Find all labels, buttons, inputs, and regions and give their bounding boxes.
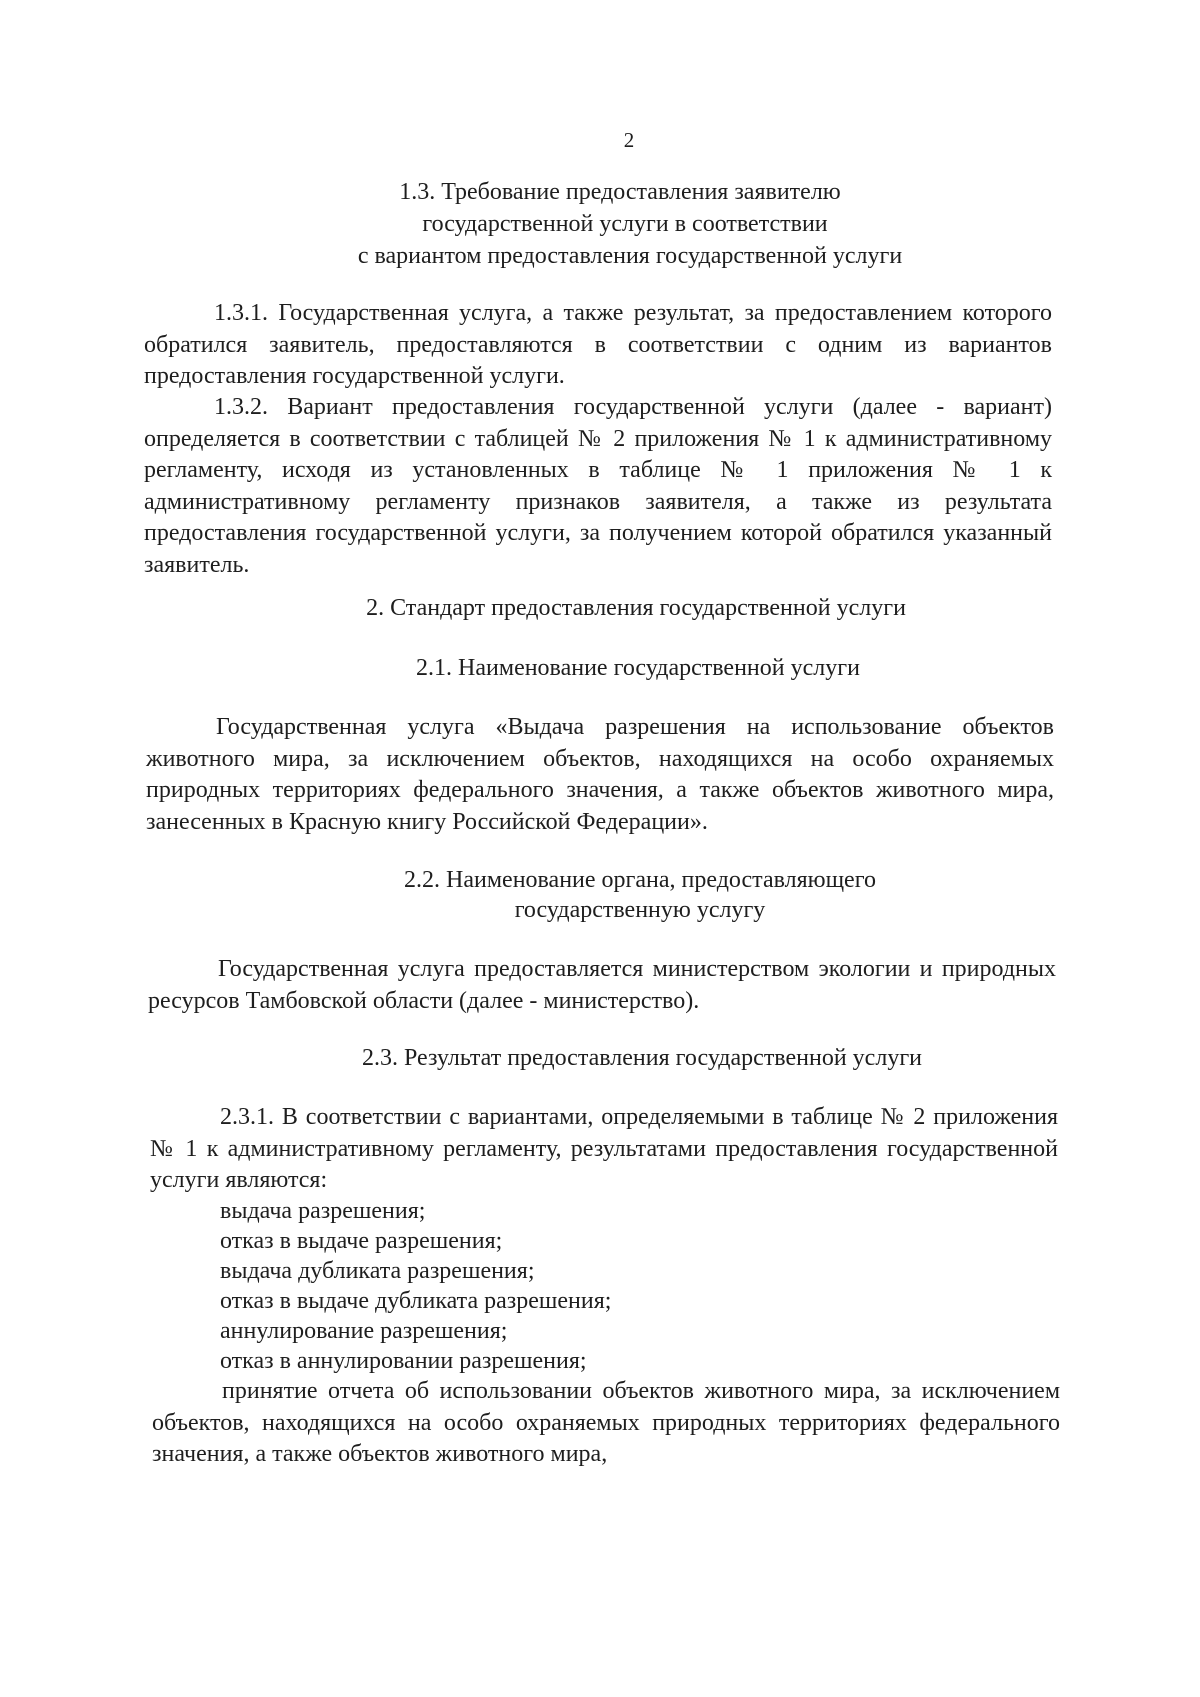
result-item: отказ в аннулировании разрешения; xyxy=(220,1348,587,1374)
report-acceptance-paragraph: принятие отчета об использовании объектов животного мира, за исключением объектов, находящихся на особо охраняемых природных территориях федерального значения, а также объектов животного мира, xyxy=(152,1378,1060,1467)
paragraph-1-3-2: 1.3.2. Вариант предоставления государственной услуги (далее - вариант) определяется в соответствии с таблицей № 2 приложения № 1 к административному регламенту, исходя из установленных в таблице № 1 приложения № 1 к административному регламенту признаков заявителя, а также из результата предоставления государственной услуги, за получением которой обратился указанный заявитель. xyxy=(144,394,1052,578)
service-name-paragraph: Государственная услуга «Выдача разрешения на использование объектов животного мира, за исключением объектов, находящихся на особо охраняемых природных территориях федерального значения, а также объектов животного мира, занесенных в Красную книгу Российской Федерации». xyxy=(146,714,1054,835)
result-item: отказ в выдаче разрешения; xyxy=(220,1228,503,1254)
page-number: 2 xyxy=(623,128,635,152)
section-2-1-heading: 2.1. Наименование государственной услуги xyxy=(416,655,860,681)
result-item: аннулирование разрешения; xyxy=(220,1318,508,1344)
section-2-2-heading-line2: государственную услугу xyxy=(514,897,766,923)
section-2-3-heading: 2.3. Результат предоставления государственной услуги xyxy=(361,1045,922,1071)
section-1-3-heading-line1: 1.3. Требование предоставления заявителю xyxy=(399,179,841,205)
result-item: выдача дубликата разрешения; xyxy=(220,1258,535,1284)
paragraph-2-3-1: 2.3.1. В соответствии с вариантами, определяемыми в таблице № 2 приложения № 1 к административному регламенту, результатами предоставления государственной услуги являются: xyxy=(150,1104,1058,1193)
paragraph-1-3-1: 1.3.1. Государственная услуга, а также результат, за предоставлением которого обратился заявитель, предоставляются в соответствии с одним из вариантов предоставления государственной услуги. xyxy=(144,300,1052,389)
section-2-2-heading-line1: 2.2. Наименование органа, предоставляющего xyxy=(404,867,876,893)
section-1-3-heading-line3: с вариантом предоставления государственной услуги xyxy=(357,243,903,269)
result-item: отказ в выдаче дубликата разрешения; xyxy=(220,1288,612,1314)
section-2-heading: 2. Стандарт предоставления государственной услуги xyxy=(366,595,906,621)
authority-paragraph: Государственная услуга предоставляется министерством экологии и природных ресурсов Тамбовской области (далее - министерство). xyxy=(148,956,1056,1014)
result-item: выдача разрешения; xyxy=(220,1198,426,1224)
section-1-3-heading-line2: государственной услуги в соответствии xyxy=(422,211,828,237)
